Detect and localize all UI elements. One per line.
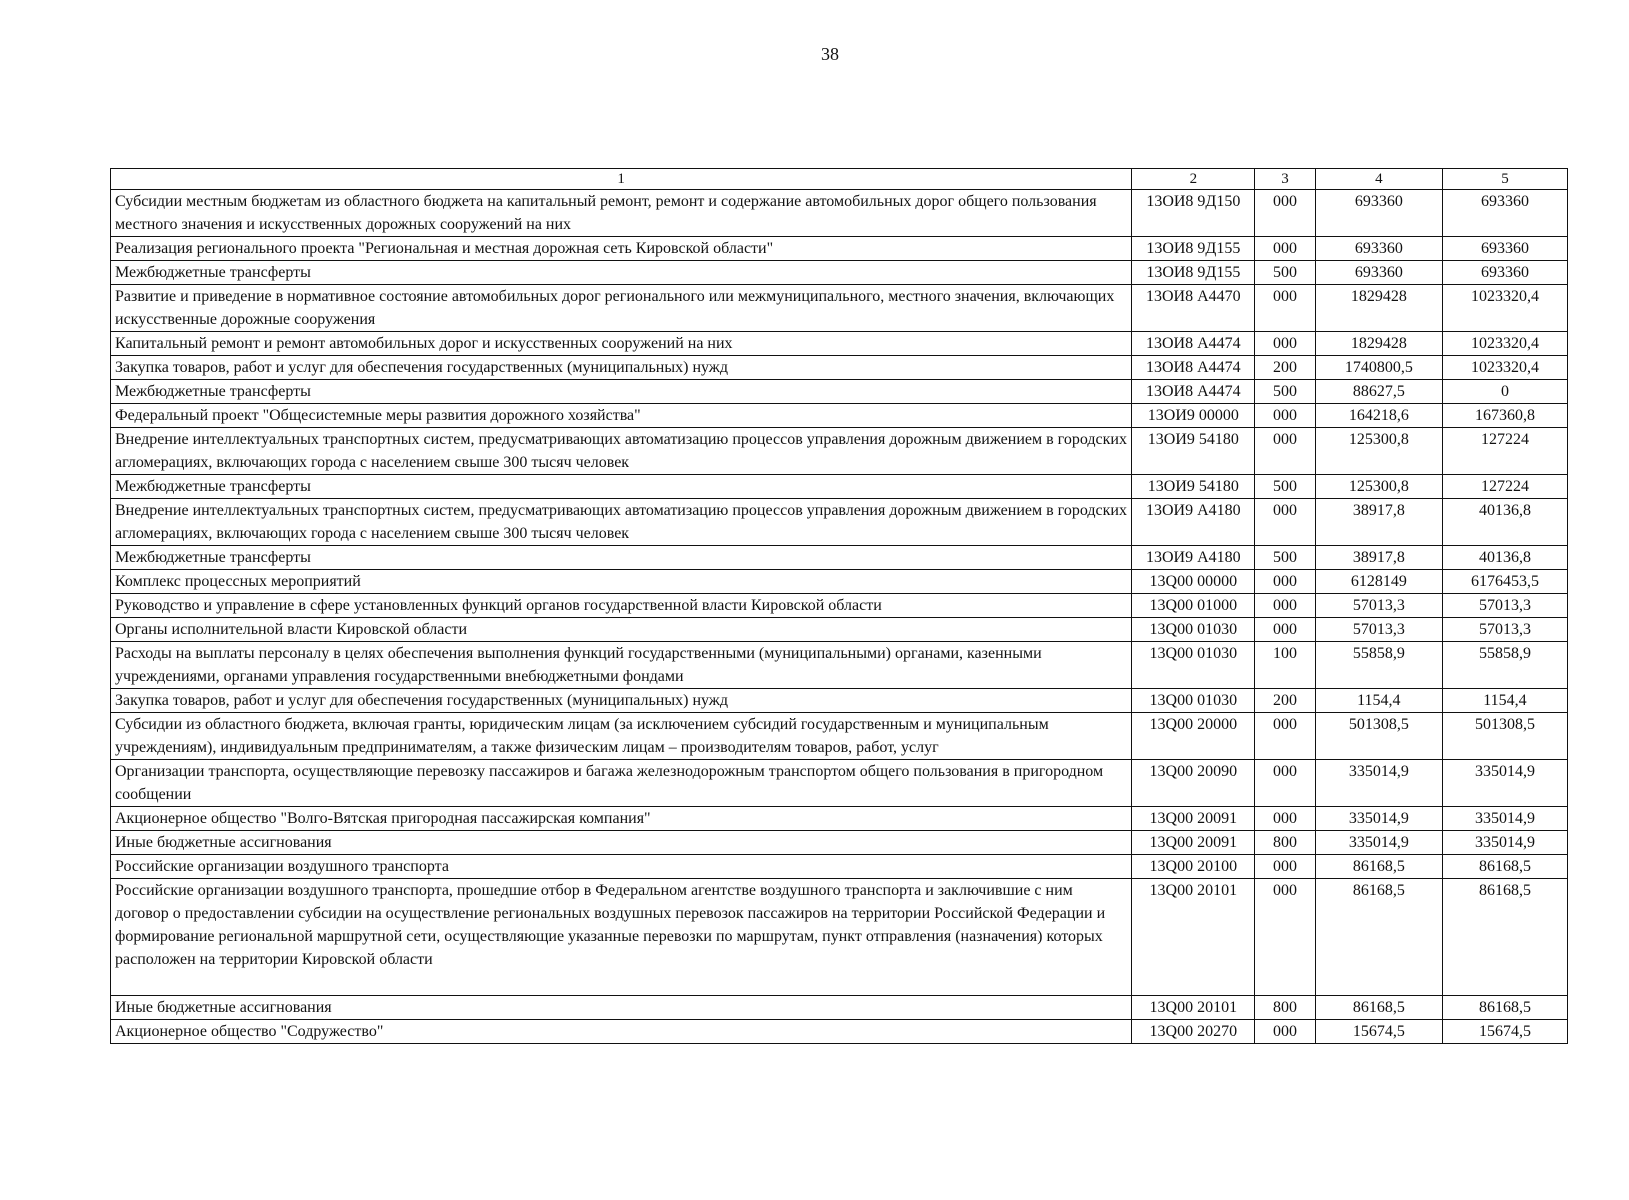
- row-code: 13Q00 20091: [1132, 807, 1255, 831]
- row-type: 000: [1255, 807, 1315, 831]
- row-value-4: 335014,9: [1315, 760, 1442, 807]
- row-code: 13Q00 20091: [1132, 831, 1255, 855]
- row-type: 000: [1255, 760, 1315, 807]
- table-row: [111, 261, 1568, 285]
- row-type: 800: [1255, 996, 1315, 1020]
- row-value-5: 1023320,4: [1442, 332, 1567, 356]
- row-name: Федеральный проект "Общесистемные меры развития дорожного хозяйства": [111, 404, 1132, 428]
- row-code: 13ОИ8 А4474: [1132, 332, 1255, 356]
- row-type: 000: [1255, 332, 1315, 356]
- row-code: 13ОИ8 А4470: [1132, 285, 1255, 332]
- row-code: 13Q00 00000: [1132, 570, 1255, 594]
- row-code: 13ОИ8 А4474: [1132, 380, 1255, 404]
- row-name: Внедрение интеллектуальных транспортных систем, предусматривающих автоматизацию процессов управления дорожным движением в городских агломерациях, включающих города с населением свыше 300 тысяч человек: [111, 428, 1132, 475]
- row-value-4: 693360: [1315, 190, 1442, 237]
- row-name: Межбюджетные трансферты: [111, 380, 1132, 404]
- row-code: 13Q00 20090: [1132, 760, 1255, 807]
- budget-table: [110, 168, 1568, 1044]
- row-value-5: 1154,4: [1442, 689, 1567, 713]
- row-value-4: 693360: [1315, 237, 1442, 261]
- row-type: 500: [1255, 261, 1315, 285]
- row-value-5: 86168,5: [1442, 996, 1567, 1020]
- row-value-5: 693360: [1442, 190, 1567, 237]
- row-code: 13Q00 20100: [1132, 855, 1255, 879]
- row-code: 13Q00 20101: [1132, 879, 1255, 996]
- row-name: Руководство и управление в сфере установленных функций органов государственной власти Кировской области: [111, 594, 1132, 618]
- row-type: 200: [1255, 356, 1315, 380]
- row-name: Иные бюджетные ассигнования: [111, 996, 1132, 1020]
- row-value-5: 1023320,4: [1442, 285, 1567, 332]
- row-type: 000: [1255, 237, 1315, 261]
- row-type: 100: [1255, 642, 1315, 689]
- row-value-4: 1154,4: [1315, 689, 1442, 713]
- row-code: 13Q00 01030: [1132, 642, 1255, 689]
- row-value-5: 693360: [1442, 261, 1567, 285]
- row-name: Расходы на выплаты персоналу в целях обеспечения выполнения функций государственными (муниципальными) органами, казенными учреждениями, органами управления государственными внебюджетными фондами: [111, 642, 1132, 689]
- row-value-5: 127224: [1442, 475, 1567, 499]
- row-value-4: 125300,8: [1315, 428, 1442, 475]
- row-type: 000: [1255, 713, 1315, 760]
- row-name: Закупка товаров, работ и услуг для обеспечения государственных (муниципальных) нужд: [111, 356, 1132, 380]
- row-value-4: 57013,3: [1315, 618, 1442, 642]
- row-value-5: 335014,9: [1442, 807, 1567, 831]
- row-code: 13Q00 01000: [1132, 594, 1255, 618]
- row-type: 000: [1255, 285, 1315, 332]
- row-name: Органы исполнительной власти Кировской области: [111, 618, 1132, 642]
- column-header: 2: [1132, 169, 1255, 190]
- row-value-5: 15674,5: [1442, 1020, 1567, 1044]
- row-type: 000: [1255, 1020, 1315, 1044]
- table-row: [111, 594, 1568, 618]
- row-type: 500: [1255, 475, 1315, 499]
- row-value-4: 1740800,5: [1315, 356, 1442, 380]
- row-value-4: 57013,3: [1315, 594, 1442, 618]
- row-name: Субсидии местным бюджетам из областного бюджета на капитальный ремонт, ремонт и содержание автомобильных дорог общего пользования местного значения и искусственных дорожных сооружений на них: [111, 190, 1132, 237]
- row-value-4: 335014,9: [1315, 807, 1442, 831]
- row-name: Российские организации воздушного транспорта, прошедшие отбор в Федеральном агентстве воздушного транспорта и заключившие с ним договор о предоставлении субсидии на осуществление региональных воздушных перевозок пассажиров на территории Российской Федерации и формирование региональной маршрутной сети, осуществляющие указанные перевозки по маршрутам, пункт отправления (назначения) которых расположен на территории Кировской области: [111, 879, 1132, 996]
- table-row: [111, 237, 1568, 261]
- row-value-4: 38917,8: [1315, 499, 1442, 546]
- table-row: [111, 807, 1568, 831]
- row-name: Межбюджетные трансферты: [111, 546, 1132, 570]
- row-code: 13ОИ8 9Д150: [1132, 190, 1255, 237]
- row-value-5: 0: [1442, 380, 1567, 404]
- row-type: 000: [1255, 570, 1315, 594]
- row-value-5: 335014,9: [1442, 831, 1567, 855]
- row-code: 13ОИ8 9Д155: [1132, 261, 1255, 285]
- table-row: [111, 689, 1568, 713]
- row-value-4: 86168,5: [1315, 996, 1442, 1020]
- table-row: [111, 499, 1568, 546]
- row-code: 13Q00 20101: [1132, 996, 1255, 1020]
- row-value-4: 164218,6: [1315, 404, 1442, 428]
- row-value-5: 1023320,4: [1442, 356, 1567, 380]
- row-name: Межбюджетные трансферты: [111, 261, 1132, 285]
- row-code: 13Q00 20270: [1132, 1020, 1255, 1044]
- row-value-5: 335014,9: [1442, 760, 1567, 807]
- row-value-4: 88627,5: [1315, 380, 1442, 404]
- table-row: [111, 475, 1568, 499]
- row-code: 13Q00 01030: [1132, 618, 1255, 642]
- row-value-4: 38917,8: [1315, 546, 1442, 570]
- table-row: [111, 831, 1568, 855]
- row-value-4: 125300,8: [1315, 475, 1442, 499]
- column-header: 5: [1442, 169, 1567, 190]
- row-value-5: 55858,9: [1442, 642, 1567, 689]
- row-value-5: 57013,3: [1442, 618, 1567, 642]
- row-code: 13ОИ9 00000: [1132, 404, 1255, 428]
- row-value-4: 6128149: [1315, 570, 1442, 594]
- row-value-4: 693360: [1315, 261, 1442, 285]
- table-row: [111, 996, 1568, 1020]
- row-value-4: 55858,9: [1315, 642, 1442, 689]
- row-type: 000: [1255, 594, 1315, 618]
- row-name: Акционерное общество "Волго-Вятская пригородная пассажирская компания": [111, 807, 1132, 831]
- row-value-5: 40136,8: [1442, 499, 1567, 546]
- row-name: Субсидии из областного бюджета, включая гранты, юридическим лицам (за исключением субсидий государственным и муниципальным учреждениям), индивидуальным предпринимателям, а также физическим лицам – производителям товаров, работ, услуг: [111, 713, 1132, 760]
- row-value-4: 86168,5: [1315, 855, 1442, 879]
- row-value-4: 1829428: [1315, 285, 1442, 332]
- table-row: [111, 642, 1568, 689]
- table-row: [111, 190, 1568, 237]
- row-type: 000: [1255, 879, 1315, 996]
- table-row: [111, 285, 1568, 332]
- table-row: [111, 855, 1568, 879]
- column-header: 4: [1315, 169, 1442, 190]
- table-row: [111, 356, 1568, 380]
- row-type: 500: [1255, 546, 1315, 570]
- row-value-5: 40136,8: [1442, 546, 1567, 570]
- table-row: [111, 570, 1568, 594]
- row-type: 200: [1255, 689, 1315, 713]
- row-name: Организации транспорта, осуществляющие перевозку пассажиров и багажа железнодорожным транспортом общего пользования в пригородном сообщении: [111, 760, 1132, 807]
- table-row: [111, 404, 1568, 428]
- row-code: 13ОИ9 54180: [1132, 428, 1255, 475]
- row-type: 000: [1255, 499, 1315, 546]
- table-row: [111, 618, 1568, 642]
- table-row: [111, 713, 1568, 760]
- row-type: 000: [1255, 404, 1315, 428]
- row-value-5: 86168,5: [1442, 879, 1567, 996]
- row-value-4: 1829428: [1315, 332, 1442, 356]
- row-type: 000: [1255, 855, 1315, 879]
- page-number: 38: [821, 44, 839, 64]
- row-name: Развитие и приведение в нормативное состояние автомобильных дорог регионального или межмуниципального, местного значения, включающих искусственные дорожные сооружения: [111, 285, 1132, 332]
- row-name: Иные бюджетные ассигнования: [111, 831, 1132, 855]
- row-value-4: 335014,9: [1315, 831, 1442, 855]
- row-code: 13ОИ9 А4180: [1132, 546, 1255, 570]
- row-code: 13ОИ8 9Д155: [1132, 237, 1255, 261]
- row-name: Акционерное общество "Содружество": [111, 1020, 1132, 1044]
- row-name: Российские организации воздушного транспорта: [111, 855, 1132, 879]
- row-code: 13ОИ9 А4180: [1132, 499, 1255, 546]
- row-name: Межбюджетные трансферты: [111, 475, 1132, 499]
- table-row: [111, 380, 1568, 404]
- row-type: 800: [1255, 831, 1315, 855]
- row-value-4: 86168,5: [1315, 879, 1442, 996]
- row-code: 13Q00 01030: [1132, 689, 1255, 713]
- row-name: Комплекс процессных мероприятий: [111, 570, 1132, 594]
- row-value-5: 57013,3: [1442, 594, 1567, 618]
- row-value-4: 501308,5: [1315, 713, 1442, 760]
- table-row: [111, 546, 1568, 570]
- row-type: 000: [1255, 190, 1315, 237]
- row-code: 13Q00 20000: [1132, 713, 1255, 760]
- row-value-5: 127224: [1442, 428, 1567, 475]
- row-type: 000: [1255, 618, 1315, 642]
- row-type: 500: [1255, 380, 1315, 404]
- table-row: [111, 760, 1568, 807]
- row-name: Закупка товаров, работ и услуг для обеспечения государственных (муниципальных) нужд: [111, 689, 1132, 713]
- column-header: 3: [1255, 169, 1315, 190]
- row-value-4: 15674,5: [1315, 1020, 1442, 1044]
- row-code: 13ОИ8 А4474: [1132, 356, 1255, 380]
- row-value-5: 693360: [1442, 237, 1567, 261]
- row-value-5: 167360,8: [1442, 404, 1567, 428]
- row-value-5: 6176453,5: [1442, 570, 1567, 594]
- row-value-5: 501308,5: [1442, 713, 1567, 760]
- row-name: Реализация регионального проекта "Региональная и местная дорожная сеть Кировской области": [111, 237, 1132, 261]
- row-value-5: 86168,5: [1442, 855, 1567, 879]
- table-row: [111, 1020, 1568, 1044]
- column-header: 1: [111, 169, 1132, 190]
- table-row: [111, 332, 1568, 356]
- table-row: [111, 879, 1568, 996]
- table-row: [111, 428, 1568, 475]
- row-name: Внедрение интеллектуальных транспортных систем, предусматривающих автоматизацию процессов управления дорожным движением в городских агломерациях, включающих города с населением свыше 300 тысяч человек: [111, 499, 1132, 546]
- row-name: Капитальный ремонт и ремонт автомобильных дорог и искусственных сооружений на них: [111, 332, 1132, 356]
- row-type: 000: [1255, 428, 1315, 475]
- table-header-row: [111, 169, 1568, 190]
- row-code: 13ОИ9 54180: [1132, 475, 1255, 499]
